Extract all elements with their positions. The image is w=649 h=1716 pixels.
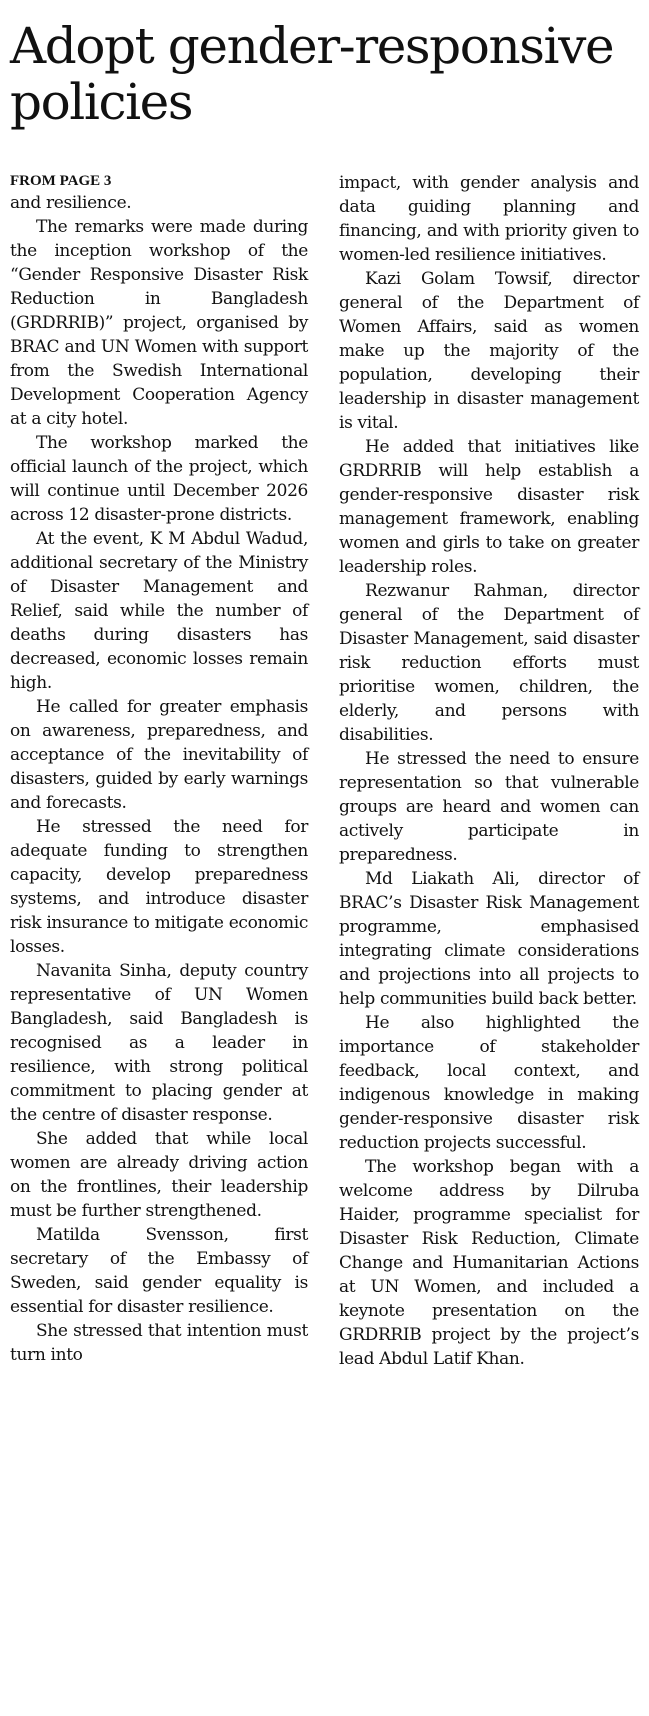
paragraph: The workshop began with a welcome address by Dilruba Haider, programme specialist for Disaster Risk Reduction, Climate Change and Humanitarian Actions at UN Women, and included a keynote presentation on the GRDRRIB project by the project’s lead Abdul Latif Khan. xyxy=(339,1157,639,1369)
paragraph: He also highlighted the importance of stakeholder feedback, local context, and indigenous knowledge in making gender-responsive disaster risk reduction projects successful. xyxy=(339,1013,639,1153)
paragraph: She stressed that intention must turn into xyxy=(10,1321,308,1365)
paragraph: At the event, K M Abdul Wadud, additional secretary of the Ministry of Disaster Management and Relief, said while the number of deaths during disasters has decreased, economic losses remain high. xyxy=(10,529,308,693)
article-column-left xyxy=(10,171,308,1367)
paragraph: Navanita Sinha, deputy country representative of UN Women Bangladesh, said Bangladesh is recognised as a leader in resilience, with strong political commitment to placing gender at the centre of disaster response. xyxy=(10,961,308,1125)
paragraph: Md Liakath Ali, director of BRAC’s Disaster Risk Management programme, emphasised integrating climate considerations and projections into all projects to help communities build back better. xyxy=(339,869,639,1009)
paragraph: He stressed the need to ensure representation so that vulnerable groups are heard and women can actively participate in preparedness. xyxy=(339,749,639,865)
paragraph: and resilience. xyxy=(10,193,132,213)
paragraph: impact, with gender analysis and data guiding planning and financing, and with priority given to women-led resilience initiatives. xyxy=(339,173,639,265)
paragraph: Rezwanur Rahman, director general of the Department of Disaster Management, said disaster risk reduction efforts must prioritise women, children, the elderly, and persons with disabilities. xyxy=(339,581,639,745)
dateline: FROM PAGE 3 xyxy=(10,173,112,189)
headline: Adopt gender-responsive policies xyxy=(10,17,614,131)
paragraph: Kazi Golam Towsif, director general of the Department of Women Affairs, said as women make up the majority of the population, developing their leadership in disaster management is vital. xyxy=(339,269,639,433)
paragraph: He added that initiatives like GRDRRIB will help establish a gender-responsive disaster risk management framework, enabling women and girls to take on greater leadership roles. xyxy=(339,437,639,577)
paragraph: She added that while local women are already driving action on the frontlines, their leadership must be further strengthened. xyxy=(10,1129,308,1221)
paragraph: The remarks were made during the inception workshop of the “Gender Responsive Disaster Risk Reduction in Bangladesh (GRDRRIB)” project, organised by BRAC and UN Women with support from the Swedish International Development Cooperation Agency at a city hotel. xyxy=(10,217,308,429)
article-column-right xyxy=(339,171,639,1371)
paragraph: He called for greater emphasis on awareness, preparedness, and acceptance of the inevitability of disasters, guided by early warnings and forecasts. xyxy=(10,697,308,813)
paragraph: Matilda Svensson, first secretary of the Embassy of Sweden, said gender equality is essential for disaster resilience. xyxy=(10,1225,308,1317)
paragraph: He stressed the need for adequate funding to strengthen capacity, develop preparedness systems, and introduce disaster risk insurance to mitigate economic losses. xyxy=(10,817,308,957)
paragraph: The workshop marked the official launch of the project, which will continue until December 2026 across 12 disaster-prone districts. xyxy=(10,433,308,525)
